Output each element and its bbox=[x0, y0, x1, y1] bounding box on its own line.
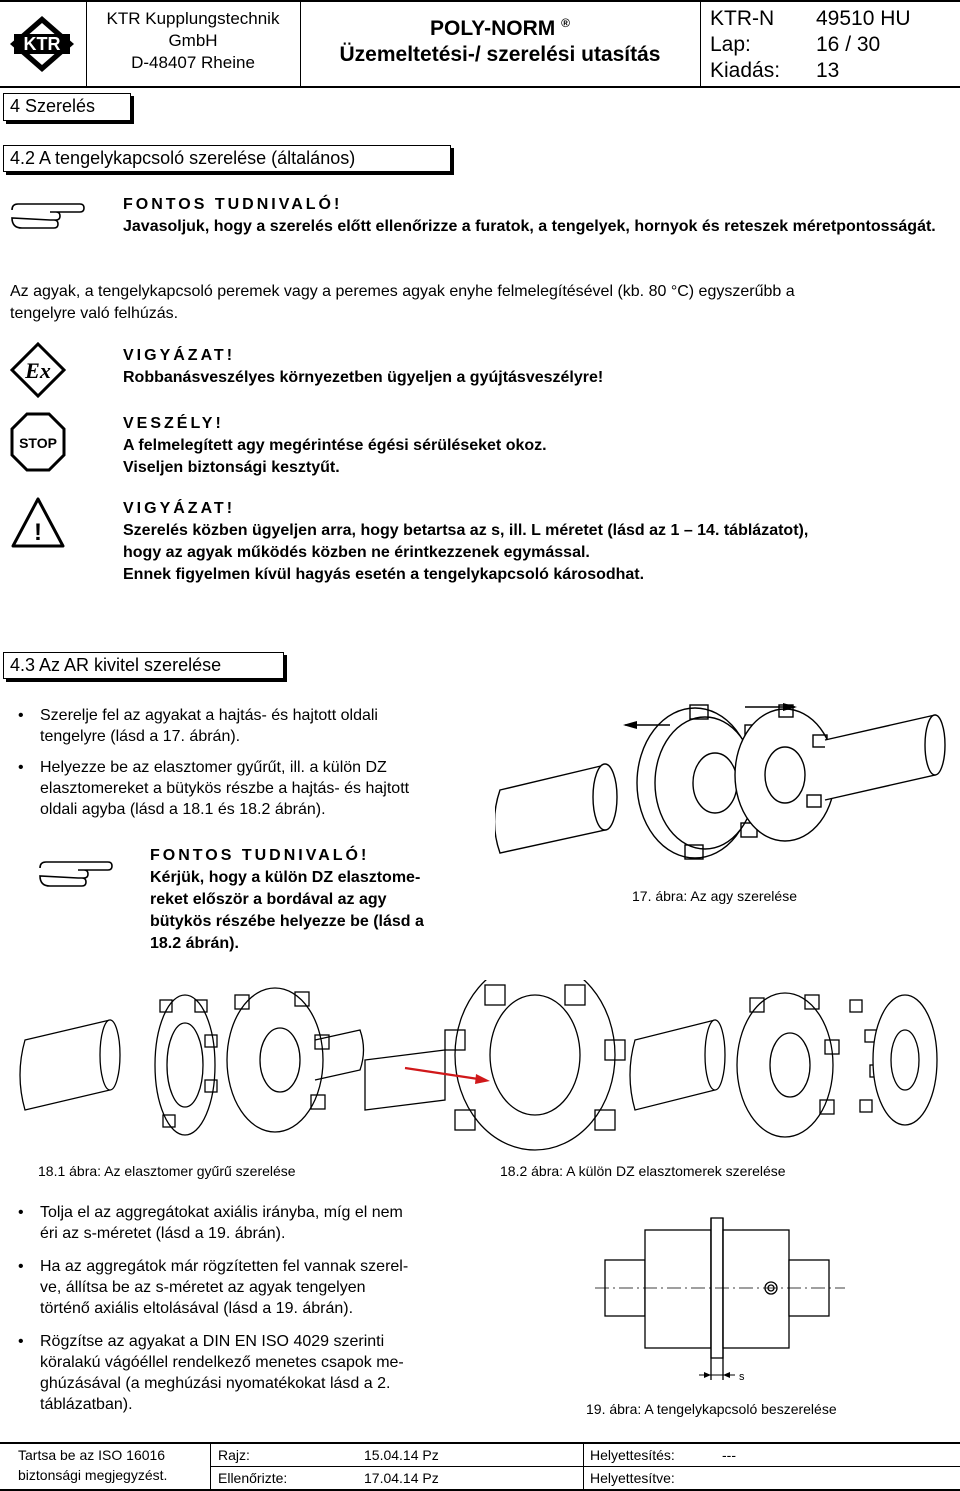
ktr-logo bbox=[8, 14, 76, 74]
bullet-line: Tolja el az aggregátokat axiális irányba, míg el nem bbox=[40, 1204, 403, 1221]
danger-line: A felmelegített agy megérintése égési sérüléseket okoz. bbox=[123, 437, 547, 454]
header-bottom-rule bbox=[0, 86, 960, 88]
header-top-rule bbox=[0, 0, 960, 2]
warning-block bbox=[123, 345, 923, 389]
figure-17-illustration bbox=[495, 695, 950, 875]
product-name: POLY-NORM bbox=[430, 17, 556, 40]
edition-value: 13 bbox=[816, 59, 840, 82]
company-name: KTR Kupplungstechnik bbox=[106, 9, 280, 28]
bullet-item: • Rögzítse az agyakat a DIN EN ISO 4029 szerinti köralakú vágóéllel rendelkező menetes csapok me- ghúzásával (a meghúzási nyomatékokat lásd a 2. táblázatban). bbox=[18, 1333, 404, 1413]
bullet-line: éri az s-méretet (lásd a 19. ábrán). bbox=[40, 1225, 286, 1242]
subsection-heading: 4.3 Az AR kivitel szerelése bbox=[3, 652, 284, 679]
heating-paragraph bbox=[10, 281, 950, 325]
stop-sign-icon bbox=[10, 412, 66, 477]
figure-19-caption: 19. ábra: A tengelykapcsoló beszerelése bbox=[586, 1401, 837, 1417]
drawn-label: Rajz: bbox=[218, 1447, 250, 1463]
pointing-hand-icon bbox=[10, 200, 86, 237]
page-value: 16 / 30 bbox=[816, 33, 881, 56]
note-line: bütykös részébe helyezze be (lásd a bbox=[150, 913, 424, 930]
paragraph-line: Az agyak, a tengelykapcsoló peremek vagy a peremes agyak enyhe felmelegítésével (kb. 80 °C) egyszerűbb a bbox=[10, 283, 795, 300]
document-meta bbox=[710, 6, 960, 84]
bullet-line: elasztomereket a bütykös részbe a hajtás- és hajtott bbox=[40, 780, 410, 797]
footer-iso-line: biztonsági megjegyzést. bbox=[18, 1467, 168, 1483]
note-text: Javasoljuk, hogy a szerelés előtt ellenőrizze a furatok, a tengelyek, hornyok és reteszek méretpontosságát. bbox=[123, 218, 936, 235]
note-block bbox=[123, 194, 943, 238]
company-address: D-48407 Rheine bbox=[131, 53, 255, 72]
figure-17-caption: 17. ábra: Az agy szerelése bbox=[632, 888, 797, 904]
warning-heading: VIGYÁZAT! bbox=[123, 500, 236, 517]
bullet-list bbox=[12, 1202, 482, 1415]
note-line: 18.2 ábrán). bbox=[150, 935, 239, 952]
note-line: Kérjük, hogy a külön DZ elasztome- bbox=[150, 869, 421, 886]
warning-block bbox=[123, 498, 953, 586]
bullet-line: Rögzítse az agyakat a DIN EN ISO 4029 szerinti bbox=[40, 1333, 385, 1350]
warning-text: Robbanásveszélyes környezetben ügyeljen a gyújtásveszélyre! bbox=[123, 369, 604, 386]
section-heading: 4 Szerelés bbox=[3, 93, 131, 121]
registered-mark: ® bbox=[561, 16, 570, 30]
figure-18-2-caption: 18.2 ábra: A külön DZ elasztomerek szerelése bbox=[500, 1163, 786, 1179]
warning-heading: VIGYÁZAT! bbox=[123, 347, 236, 364]
note-heading: FONTOS TUDNIVALÓ! bbox=[150, 847, 370, 864]
footer-iso-note bbox=[18, 1445, 167, 1485]
subsection-heading: 4.2 A tengelykapcsoló szerelése (általános) bbox=[3, 145, 451, 172]
figure-19-illustration bbox=[595, 1210, 845, 1395]
note-line: reket először a bordával az agy bbox=[150, 891, 387, 908]
svg-text:!: ! bbox=[34, 519, 42, 546]
bullet-item: • Helyezze be az elasztomer gyűrűt, ill. a külön DZ elasztomereket a bütykös részbe a hajtás- és hajtott oldali agyba (lásd a 18.1 és 18.2 ábrán). bbox=[18, 759, 410, 818]
bullet-line: ve, állítsa be az s-méretet az agyak tengelyen bbox=[40, 1279, 366, 1296]
pointing-hand-icon bbox=[38, 858, 114, 895]
ex-hazard-icon bbox=[10, 342, 66, 403]
svg-text:STOP: STOP bbox=[19, 435, 57, 451]
svg-text:s: s bbox=[739, 1371, 745, 1383]
replaces-label: Helyettesítés: bbox=[590, 1447, 675, 1463]
page-label: Lap: bbox=[710, 33, 751, 56]
bullet-line: tengelyre (lásd a 17. ábrán). bbox=[40, 728, 241, 745]
product-block bbox=[300, 10, 700, 68]
bullet-line: táblázatban). bbox=[40, 1396, 133, 1413]
svg-text:KTR: KTR bbox=[23, 34, 61, 54]
footer bbox=[0, 1442, 960, 1491]
warning-line: Ennek figyelmen kívül hagyás esetén a tengelykapcsoló károsodhat. bbox=[123, 566, 645, 583]
company-form: GmbH bbox=[168, 31, 218, 50]
warning-line: hogy az agyak működés közben ne érintkezzenek egymással. bbox=[123, 544, 590, 561]
ktrn-label: KTR-N bbox=[710, 7, 775, 30]
bullet-line: történő axiális eltolásával (lásd a 19. ábrán). bbox=[40, 1300, 354, 1317]
replaces-value: --- bbox=[722, 1447, 736, 1463]
danger-block bbox=[123, 413, 923, 479]
company-block bbox=[86, 8, 300, 74]
header-divider bbox=[700, 0, 701, 88]
paragraph-line: tengelyre való felhúzás. bbox=[10, 305, 179, 322]
document-title: Üzemeltetési-/ szerelési utasítás bbox=[339, 43, 661, 66]
footer-iso-line: Tartsa be az ISO 16016 bbox=[18, 1447, 166, 1463]
bullet-line: ghúzásával (a meghúzási nyomatékokat lásd a 2. bbox=[40, 1375, 391, 1392]
bullet-item: • Tolja el az aggregátokat axiális irányba, míg el nem éri az s-méretet (lásd a 19. ábrán). bbox=[18, 1204, 403, 1242]
note-block bbox=[150, 845, 485, 955]
bullet-line: Ha az aggregátok már rögzítetten fel vannak szerel- bbox=[40, 1258, 409, 1275]
ktrn-value: 49510 HU bbox=[816, 7, 911, 30]
note-heading: FONTOS TUDNIVALÓ! bbox=[123, 196, 343, 213]
bullet-item: • Ha az aggregátok már rögzítetten fel vannak szerel- ve, állítsa be az s-méretet az agyak tengelyen történő axiális eltolásával (lásd a 19. ábrán). bbox=[18, 1258, 409, 1317]
danger-heading: VESZÉLY! bbox=[123, 415, 224, 432]
warning-triangle-icon bbox=[10, 496, 66, 555]
warning-line: Szerelés közben ügyeljen arra, hogy betartsa az s, ill. L méretet (lásd az 1 – 14. táblázatot), bbox=[123, 522, 809, 539]
drawn-value: 15.04.14 Pz bbox=[364, 1447, 439, 1463]
danger-line: Viseljen biztonsági kesztyűt. bbox=[123, 459, 340, 476]
bullet-line: Helyezze be az elasztomer gyűrűt, ill. a külön DZ bbox=[40, 759, 387, 776]
figure-18-illustration bbox=[15, 980, 950, 1160]
bullet-line: oldali agyba (lásd a 18.1 és 18.2 ábrán). bbox=[40, 801, 326, 818]
svg-text:Ex: Ex bbox=[25, 358, 51, 383]
footer-divider bbox=[210, 1466, 960, 1467]
bullet-list bbox=[12, 705, 482, 820]
bullet-item: • Szerelje fel az agyakat a hajtás- és hajtott oldali tengelyre (lásd a 17. ábrán). bbox=[18, 707, 378, 745]
bullet-line: Szerelje fel az agyakat a hajtás- és hajtott oldali bbox=[40, 707, 378, 724]
checked-value: 17.04.14 Pz bbox=[364, 1470, 439, 1486]
edition-label: Kiadás: bbox=[710, 59, 781, 82]
checked-label: Ellenőrizte: bbox=[218, 1470, 288, 1486]
figure-18-1-caption: 18.1 ábra: Az elasztomer gyűrű szerelése bbox=[38, 1163, 296, 1179]
bullet-line: köralakú vágóéllel rendelkező menetes csapok me- bbox=[40, 1354, 404, 1371]
replaced-by-label: Helyettesítve: bbox=[590, 1470, 675, 1486]
